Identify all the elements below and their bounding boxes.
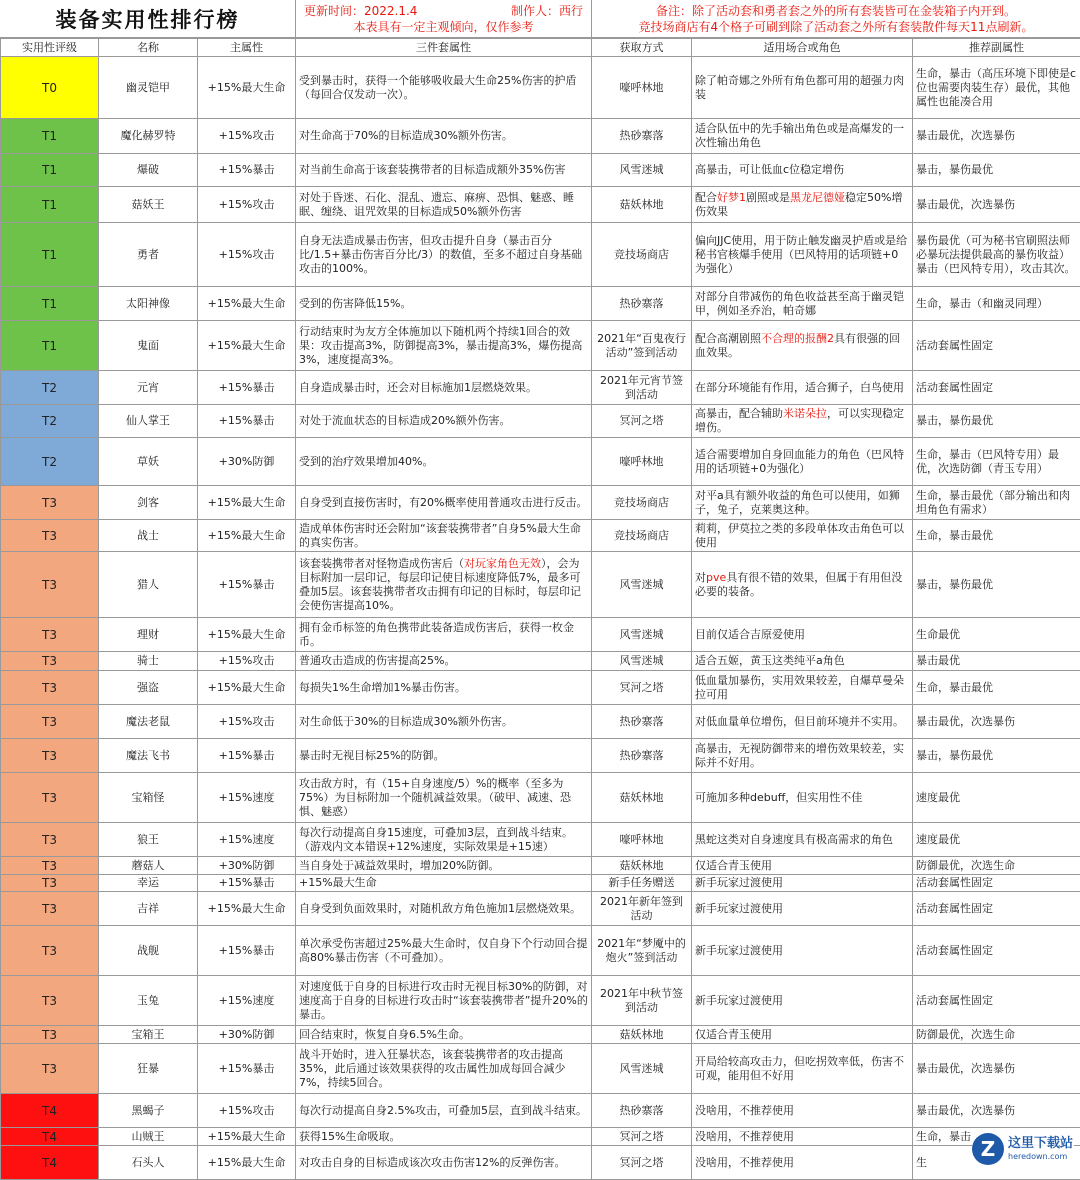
table-row xyxy=(1,773,1080,823)
name-cell: 战舰 xyxy=(99,926,198,976)
usage-cell: 仅适合青玉使用 xyxy=(692,1026,913,1044)
usage-cell: 新手玩家过渡使用 xyxy=(692,875,913,892)
name-cell: 狼王 xyxy=(99,823,198,857)
grade-cell: T3 xyxy=(1,1026,99,1044)
usage-cell xyxy=(692,321,913,371)
remarks xyxy=(592,0,1080,38)
set-effect-cell: 造成单体伤害时还会附加“该套装携带者”自身5%最大生命的真实伤害。 xyxy=(296,520,592,552)
source-cell: 冥河之塔 xyxy=(592,1128,692,1146)
table-row xyxy=(1,486,1080,520)
name-cell: 剑客 xyxy=(99,486,198,520)
grade-cell: T1 xyxy=(1,154,99,187)
name-cell: 战士 xyxy=(99,520,198,552)
grade-cell: T3 xyxy=(1,926,99,976)
set-effect-cell: 对生命高于70%的目标造成30%额外伤害。 xyxy=(296,119,592,154)
main-attr-cell: +15%速度 xyxy=(198,976,296,1026)
source-cell: 风雪迷城 xyxy=(592,154,692,187)
source-cell: 嚎呼林地 xyxy=(592,57,692,119)
sub-attr-cell: 活动套属性固定 xyxy=(913,371,1080,405)
usage-cell: 黑蛇这类对自身速度具有极高需求的角色 xyxy=(692,823,913,857)
sub-attr-cell: 防御最优，次选生命 xyxy=(913,1026,1080,1044)
source-cell: 热砂寨落 xyxy=(592,739,692,773)
main-attr-cell: +15%最大生命 xyxy=(198,287,296,321)
usage-cell: 目前仅适合吉原爱使用 xyxy=(692,618,913,652)
source-cell: 竞技场商店 xyxy=(592,486,692,520)
source-cell: 2021年“百鬼夜行活动”签到活动 xyxy=(592,321,692,371)
set-effect-cell: 受到暴击时，获得一个能够吸收最大生命25%伤害的护盾（每回合仅发动一次）。 xyxy=(296,57,592,119)
sub-attr-cell: 暴伤最优（可为秘书官刷照法师必暴玩法提供最高的暴伤收益）暴击（巴风特专用），攻击其次。 xyxy=(913,223,1080,287)
set-text: ），会为目标附加一层印记，每层印记使目标速度降低7%，最多可叠加5层。该套装携带者攻击拥有印记的目标时，每层印记会使伤害提高10%。 xyxy=(299,557,581,612)
set-effect-cell: 对处于流血状态的目标造成20%额外伤害。 xyxy=(296,405,592,438)
main-attr-cell: +15%暴击 xyxy=(198,405,296,438)
usage-cell: 除了帕奇娜之外所有角色都可用的超强力肉装 xyxy=(692,57,913,119)
main-attr-cell: +15%最大生命 xyxy=(198,671,296,705)
usage-cell: 对部分自带减伤的角色收益甚至高于幽灵铠甲，例如圣乔治，帕奇娜 xyxy=(692,287,913,321)
sub-attr-cell: 生命，暴击最优 xyxy=(913,520,1080,552)
source-cell: 菇妖林地 xyxy=(592,773,692,823)
main-attr-cell: +15%攻击 xyxy=(198,1094,296,1128)
grade-cell: T3 xyxy=(1,857,99,875)
sub-attr-cell: 暴击，暴伤最优 xyxy=(913,405,1080,438)
main-attr-cell: +30%防御 xyxy=(198,1026,296,1044)
usage-text: 对 xyxy=(695,571,706,584)
table-row xyxy=(1,552,1080,618)
grade-cell: T4 xyxy=(1,1128,99,1146)
sub-attr-cell: 生命最优 xyxy=(913,618,1080,652)
table-row xyxy=(1,1026,1080,1044)
source-cell: 菇妖林地 xyxy=(592,187,692,223)
set-effect-cell: 对速度低于自身的目标进行攻击时无视目标30%的防御，对速度高于自身的目标进行攻击时“该套装携带者”提升20%的暴击。 xyxy=(296,976,592,1026)
usage-cell: 开局给较高攻击力，但吃拐效率低，伤害不可观，能用但不好用 xyxy=(692,1044,913,1094)
sub-attr-cell: 暴击最优 xyxy=(913,652,1080,671)
usage-text: 配合 xyxy=(695,191,717,204)
name-cell: 吉祥 xyxy=(99,892,198,926)
remark-line-1: 备注：除了活动套和勇者套之外的所有套装皆可在金装箱子内开到。 xyxy=(656,3,1016,19)
name-cell: 蘑菇人 xyxy=(99,857,198,875)
col-header-grade: 实用性评级 xyxy=(1,39,99,57)
source-cell: 菇妖林地 xyxy=(592,857,692,875)
source-cell: 风雪迷城 xyxy=(592,1044,692,1094)
sub-attr-cell: 暴击最优，次选暴伤 xyxy=(913,187,1080,223)
main-attr-cell: +15%暴击 xyxy=(198,739,296,773)
set-effect-cell: 自身受到负面效果时，对随机敌方角色施加1层燃烧效果。 xyxy=(296,892,592,926)
main-attr-cell: +15%最大生命 xyxy=(198,321,296,371)
usage-text: 高暴击，配合辅助 xyxy=(695,407,783,420)
table-row xyxy=(1,823,1080,857)
grade-cell: T3 xyxy=(1,892,99,926)
name-cell: 狂暴 xyxy=(99,1044,198,1094)
main-attr-cell: +30%防御 xyxy=(198,857,296,875)
usage-text: 配合高潮剧照 xyxy=(695,332,761,345)
grade-cell: T3 xyxy=(1,773,99,823)
usage-cell: 适合五姬，黄玉这类纯平a角色 xyxy=(692,652,913,671)
usage-cell: 新手玩家过渡使用 xyxy=(692,892,913,926)
main-attr-cell: +30%防御 xyxy=(198,438,296,486)
source-cell: 2021年中秋节签到活动 xyxy=(592,976,692,1026)
highlight-text: 好梦1 xyxy=(717,191,746,204)
table-row xyxy=(1,287,1080,321)
main-attr-cell: +15%攻击 xyxy=(198,705,296,739)
sub-attr-cell: 生命，暴击最优（部分输出和肉坦角色有需求） xyxy=(913,486,1080,520)
set-text: 该套装携带者对怪物造成伤害后（ xyxy=(299,557,464,570)
sub-attr-cell: 暴击最优，次选暴伤 xyxy=(913,119,1080,154)
grade-cell: T3 xyxy=(1,486,99,520)
grade-cell: T1 xyxy=(1,321,99,371)
sub-attr-cell: 暴击最优，次选暴伤 xyxy=(913,1044,1080,1094)
main-attr-cell: +15%暴击 xyxy=(198,926,296,976)
table-row xyxy=(1,1044,1080,1094)
source-cell: 嚎呼林地 xyxy=(592,823,692,857)
table-row xyxy=(1,321,1080,371)
sub-attr-cell: 暴击最优，次选暴伤 xyxy=(913,1094,1080,1128)
name-cell: 骑士 xyxy=(99,652,198,671)
name-cell: 山贼王 xyxy=(99,1128,198,1146)
col-header-source: 获取方式 xyxy=(592,39,692,57)
main-attr-cell: +15%最大生命 xyxy=(198,57,296,119)
set-effect-cell: 普通攻击造成的伤害提高25%。 xyxy=(296,652,592,671)
table-row xyxy=(1,705,1080,739)
set-effect-cell: 每次行动提高自身2.5%攻击，可叠加5层，直到战斗结束。 xyxy=(296,1094,592,1128)
name-cell: 太阳神像 xyxy=(99,287,198,321)
set-effect-cell: 对处于昏迷、石化、混乱、遗忘、麻痹、恐惧、魅惑、睡眠、缠绕、诅咒效果的目标造成50%额外伤害 xyxy=(296,187,592,223)
table-header-row xyxy=(1,39,1080,57)
source-cell: 风雪迷城 xyxy=(592,618,692,652)
name-cell: 仙人掌王 xyxy=(99,405,198,438)
main-attr-cell: +15%最大生命 xyxy=(198,486,296,520)
name-cell: 宝箱怪 xyxy=(99,773,198,823)
main-attr-cell: +15%攻击 xyxy=(198,223,296,287)
table-row xyxy=(1,371,1080,405)
usage-cell xyxy=(692,552,913,618)
update-time: 更新时间：2022.1.4 xyxy=(304,3,417,19)
grade-cell: T0 xyxy=(1,57,99,119)
usage-cell: 高暴击，无视防御带来的增伤效果较差，实际并不好用。 xyxy=(692,739,913,773)
sub-attr-cell: 活动套属性固定 xyxy=(913,892,1080,926)
sub-attr-cell: 速度最优 xyxy=(913,773,1080,823)
grade-cell: T3 xyxy=(1,652,99,671)
main-attr-cell: +15%最大生命 xyxy=(198,1146,296,1180)
update-info xyxy=(296,0,592,38)
sub-attr-cell: 生命，暴击（高压环境下即使是c位也需要肉装生存）最优，其他属性也能凑合用 xyxy=(913,57,1080,119)
remark-line-2: 竞技场商店有4个格子可刷到除了活动套之外所有套装散件每天11点刷新。 xyxy=(639,19,1034,35)
sub-attr-cell: 暴击最优，次选暴伤 xyxy=(913,705,1080,739)
source-cell: 新手任务赠送 xyxy=(592,875,692,892)
sub-attr-cell: 活动套属性固定 xyxy=(913,926,1080,976)
usage-cell: 适合需要增加自身回血能力的角色（巴风特用的话项链+0为强化） xyxy=(692,438,913,486)
set-effect-cell: 受到的伤害降低15%。 xyxy=(296,287,592,321)
name-cell: 幸运 xyxy=(99,875,198,892)
sub-attr-cell: 活动套属性固定 xyxy=(913,875,1080,892)
main-attr-cell: +15%最大生命 xyxy=(198,1128,296,1146)
name-cell: 石头人 xyxy=(99,1146,198,1180)
main-attr-cell: +15%速度 xyxy=(198,773,296,823)
sub-attr-cell: 活动套属性固定 xyxy=(913,321,1080,371)
grade-cell: T3 xyxy=(1,739,99,773)
usage-cell: 适合队伍中的先手输出角色或是高爆发的一次性输出角色 xyxy=(692,119,913,154)
main-attr-cell: +15%暴击 xyxy=(198,875,296,892)
sheet-title: 装备实用性排行榜 xyxy=(0,0,296,38)
name-cell: 黑蝎子 xyxy=(99,1094,198,1128)
usage-cell: 仅适合青玉使用 xyxy=(692,857,913,875)
usage-cell: 莉莉，伊莫拉之类的多段单体攻击角色可以使用 xyxy=(692,520,913,552)
disclaimer: 本表具有一定主观倾向，仅作参考 xyxy=(353,19,533,35)
usage-cell: 可施加多种debuff，但实用性不佳 xyxy=(692,773,913,823)
grade-cell: T2 xyxy=(1,405,99,438)
set-effect-cell: 自身受到直接伤害时，有20%概率使用普通攻击进行反击。 xyxy=(296,486,592,520)
set-effect-cell: 每次行动提高自身15速度，可叠加3层，直到战斗结束。（游戏内文本错误+12%速度，实际效果是+15速） xyxy=(296,823,592,857)
source-cell: 冥河之塔 xyxy=(592,405,692,438)
sub-attr-cell: 防御最优，次选生命 xyxy=(913,857,1080,875)
main-attr-cell: +15%攻击 xyxy=(198,119,296,154)
highlight-text: pve xyxy=(706,571,726,584)
main-attr-cell: +15%最大生命 xyxy=(198,520,296,552)
table-row xyxy=(1,926,1080,976)
grade-cell: T1 xyxy=(1,287,99,321)
set-effect-cell: 暴击时无视目标25%的防御。 xyxy=(296,739,592,773)
source-cell: 冥河之塔 xyxy=(592,1146,692,1180)
col-header-set-effect: 三件套属性 xyxy=(296,39,592,57)
table-row xyxy=(1,223,1080,287)
sub-attr-cell: 暴击，暴伤最优 xyxy=(913,552,1080,618)
table-row xyxy=(1,875,1080,892)
main-attr-cell: +15%暴击 xyxy=(198,371,296,405)
watermark-logo-icon: Z xyxy=(972,1133,1004,1165)
site-watermark xyxy=(972,1129,1074,1169)
set-effect-cell: 对攻击自身的目标造成该次攻击伤害12%的反弹伤害。 xyxy=(296,1146,592,1180)
set-effect-cell: 拥有金币标签的角色携带此装备造成伤害后，获得一枚金币。 xyxy=(296,618,592,652)
table-row xyxy=(1,1094,1080,1128)
set-effect-cell: 获得15%生命吸取。 xyxy=(296,1128,592,1146)
table-row xyxy=(1,671,1080,705)
grade-cell: T3 xyxy=(1,520,99,552)
col-header-sub-attr: 推荐副属性 xyxy=(913,39,1080,57)
name-cell: 猎人 xyxy=(99,552,198,618)
grade-cell: T3 xyxy=(1,671,99,705)
set-effect-cell: 战斗开始时，进入狂暴状态，该套装携带者的攻击提高35%，此后通过该效果获得的攻击属性加成每回合减少7%，持续5回合。 xyxy=(296,1044,592,1094)
table-row xyxy=(1,857,1080,875)
grade-cell: T3 xyxy=(1,1044,99,1094)
source-cell: 竞技场商店 xyxy=(592,520,692,552)
name-cell: 草妖 xyxy=(99,438,198,486)
table-row xyxy=(1,618,1080,652)
name-cell: 魔法老鼠 xyxy=(99,705,198,739)
highlight-text: 不合理的报酬2 xyxy=(761,332,834,345)
sub-attr-cell: 生 xyxy=(913,1146,1080,1180)
usage-cell: 新手玩家过渡使用 xyxy=(692,976,913,1026)
sub-attr-cell: 生命，暴击最优 xyxy=(913,671,1080,705)
name-cell: 玉兔 xyxy=(99,976,198,1026)
usage-cell: 没啥用，不推荐使用 xyxy=(692,1146,913,1180)
set-effect-cell: 单次承受伤害超过25%最大生命时，仅自身下个行动回合提高80%暴击伤害（不可叠加）。 xyxy=(296,926,592,976)
table-row xyxy=(1,154,1080,187)
set-effect-cell: 受到的治疗效果增加40%。 xyxy=(296,438,592,486)
usage-text: 剧照或是 xyxy=(746,191,790,204)
main-attr-cell: +15%攻击 xyxy=(198,187,296,223)
source-cell: 2021年“梦魇中的炮火”签到活动 xyxy=(592,926,692,976)
main-attr-cell: +15%最大生命 xyxy=(198,892,296,926)
source-cell: 热砂寨落 xyxy=(592,705,692,739)
col-header-usage: 适用场合或角色 xyxy=(692,39,913,57)
col-header-name: 名称 xyxy=(99,39,198,57)
grade-cell: T1 xyxy=(1,223,99,287)
name-cell: 宝箱王 xyxy=(99,1026,198,1044)
source-cell: 2021年新年签到活动 xyxy=(592,892,692,926)
sub-attr-cell: 活动套属性固定 xyxy=(913,976,1080,1026)
sub-attr-cell: 暴击，暴伤最优 xyxy=(913,154,1080,187)
table-row xyxy=(1,405,1080,438)
name-cell: 魔法飞书 xyxy=(99,739,198,773)
set-effect-cell xyxy=(296,552,592,618)
table-row xyxy=(1,119,1080,154)
set-effect-cell: 当自身处于减益效果时，增加20%防御。 xyxy=(296,857,592,875)
set-effect-cell: +15%最大生命 xyxy=(296,875,592,892)
col-header-main-attr: 主属性 xyxy=(198,39,296,57)
name-cell: 元宵 xyxy=(99,371,198,405)
grade-cell: T2 xyxy=(1,438,99,486)
source-cell: 竞技场商店 xyxy=(592,223,692,287)
sub-attr-cell: 生命，暴击 xyxy=(913,1128,1080,1146)
source-cell: 热砂寨落 xyxy=(592,119,692,154)
name-cell: 强盗 xyxy=(99,671,198,705)
main-attr-cell: +15%暴击 xyxy=(198,552,296,618)
main-attr-cell: +15%速度 xyxy=(198,823,296,857)
name-cell: 幽灵铠甲 xyxy=(99,57,198,119)
usage-cell: 低血量加暴伤，实用效果较差，自爆草曼朵拉可用 xyxy=(692,671,913,705)
table-row xyxy=(1,976,1080,1026)
grade-cell: T3 xyxy=(1,823,99,857)
equipment-table xyxy=(0,38,1080,1180)
grade-cell: T1 xyxy=(1,119,99,154)
main-attr-cell: +15%暴击 xyxy=(198,1044,296,1094)
main-attr-cell: +15%暴击 xyxy=(198,154,296,187)
set-effect-cell: 每损失1%生命增加1%暴击伤害。 xyxy=(296,671,592,705)
usage-cell: 新手玩家过渡使用 xyxy=(692,926,913,976)
source-cell: 冥河之塔 xyxy=(592,671,692,705)
usage-cell xyxy=(692,187,913,223)
set-effect-cell: 攻击敌方时，有（15+自身速度/5）%的概率（至多为75%）为目标附加一个随机减益效果。（破甲、减速、恐惧、魅惑） xyxy=(296,773,592,823)
grade-cell: T3 xyxy=(1,705,99,739)
source-cell: 嚎呼林地 xyxy=(592,438,692,486)
usage-cell: 没啥用，不推荐使用 xyxy=(692,1094,913,1128)
name-cell: 理财 xyxy=(99,618,198,652)
grade-cell: T3 xyxy=(1,976,99,1026)
set-effect-cell: 行动结束时为友方全体施加以下随机两个持续1回合的效果：攻击提高3%，防御提高3%，暴击提高3%，爆伤提高3%，速度提高3%。 xyxy=(296,321,592,371)
name-cell: 鬼面 xyxy=(99,321,198,371)
usage-cell: 偏向JJC使用，用于防止触发幽灵护盾或是给秘书官核爆手使用（巴风特用的话项链+0为强化） xyxy=(692,223,913,287)
usage-cell: 对平a具有额外收益的角色可以使用，如狮子，兔子，克莱奥这种。 xyxy=(692,486,913,520)
highlight-text: 米诺朵拉 xyxy=(783,407,827,420)
sub-attr-cell: 速度最优 xyxy=(913,823,1080,857)
usage-text: 具有很不错的效果，但属于有用但没必要的装备。 xyxy=(695,571,902,598)
highlight-text: 对玩家角色无效 xyxy=(464,557,541,570)
grade-cell: T3 xyxy=(1,875,99,892)
set-effect-cell: 自身造成暴击时，还会对目标施加1层燃烧效果。 xyxy=(296,371,592,405)
usage-text: ，可以实现稳定增伤。 xyxy=(695,407,904,434)
name-cell: 菇妖王 xyxy=(99,187,198,223)
usage-cell xyxy=(692,405,913,438)
table-row xyxy=(1,1128,1080,1146)
grade-cell: T1 xyxy=(1,187,99,223)
grade-cell: T4 xyxy=(1,1146,99,1180)
watermark-site-name: 这里下载站 xyxy=(1008,1136,1073,1152)
table-row xyxy=(1,187,1080,223)
set-effect-cell: 对生命低于30%的目标造成30%额外伤害。 xyxy=(296,705,592,739)
sub-attr-cell: 生命，暴击（巴风特专用）最优，次选防御（青玉专用） xyxy=(913,438,1080,486)
main-attr-cell: +15%最大生命 xyxy=(198,618,296,652)
main-attr-cell: +15%攻击 xyxy=(198,652,296,671)
table-row xyxy=(1,438,1080,486)
grade-cell: T3 xyxy=(1,552,99,618)
usage-cell: 在部分环境能有作用，适合狮子，白鸟使用 xyxy=(692,371,913,405)
set-effect-cell: 回合结束时，恢复自身6.5%生命。 xyxy=(296,1026,592,1044)
name-cell: 爆破 xyxy=(99,154,198,187)
source-cell: 2021年元宵节签到活动 xyxy=(592,371,692,405)
sub-attr-cell: 暴击，暴伤最优 xyxy=(913,739,1080,773)
source-cell: 风雪迷城 xyxy=(592,552,692,618)
grade-cell: T2 xyxy=(1,371,99,405)
sub-attr-cell: 生命，暴击（和幽灵同理） xyxy=(913,287,1080,321)
name-cell: 勇者 xyxy=(99,223,198,287)
usage-cell: 没啥用，不推荐使用 xyxy=(692,1128,913,1146)
source-cell: 热砂寨落 xyxy=(592,1094,692,1128)
table-row xyxy=(1,739,1080,773)
name-cell: 魔化赫罗特 xyxy=(99,119,198,154)
source-cell: 菇妖林地 xyxy=(592,1026,692,1044)
table-row xyxy=(1,1146,1080,1180)
highlight-text: 黑龙尼德娅 xyxy=(790,191,845,204)
set-effect-cell: 对当前生命高于该套装携带者的目标造成额外35%伤害 xyxy=(296,154,592,187)
usage-text: 稳定50%增伤效果 xyxy=(695,191,902,218)
set-effect-cell: 自身无法造成暴击伤害，但攻击提升自身（暴击百分比/1.5+暴击伤害百分比/3）的数值，至多不超过自身基础攻击的100%。 xyxy=(296,223,592,287)
grade-cell: T3 xyxy=(1,618,99,652)
table-row xyxy=(1,652,1080,671)
source-cell: 风雪迷城 xyxy=(592,652,692,671)
table-row xyxy=(1,520,1080,552)
author: 制作人：西行 xyxy=(511,3,583,19)
usage-cell: 对低血量单位增伤，但目前环境并不实用。 xyxy=(692,705,913,739)
grade-cell: T4 xyxy=(1,1094,99,1128)
usage-cell: 高暴击，可让低血c位稳定增伤 xyxy=(692,154,913,187)
source-cell: 热砂寨落 xyxy=(592,287,692,321)
usage-text: 具有很强的回血效果。 xyxy=(695,332,900,359)
table-row xyxy=(1,892,1080,926)
table-row xyxy=(1,57,1080,119)
watermark-domain: heredown.com xyxy=(1008,1152,1073,1162)
